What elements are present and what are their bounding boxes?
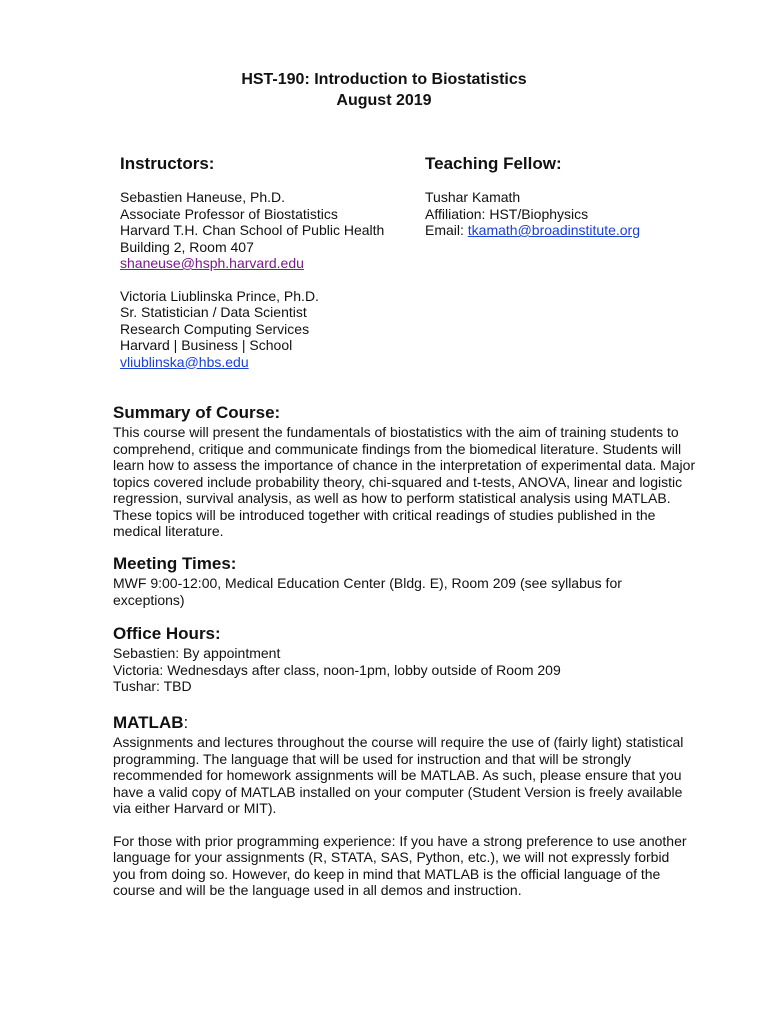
instructors-block — [120, 154, 410, 370]
summary-line: regression, survival analysis, as well as how to perform statistical analysis using MATLAB. — [113, 490, 671, 506]
instructor-2-department: Research Computing Services — [120, 320, 310, 337]
meeting-line: MWF 9:00-12:00, Medical Education Center (Bldg. E), Room 209 (see syllabus for — [113, 575, 622, 591]
matlab-line: have a valid copy of MATLAB installed on your computer (Student Version is freely available — [113, 783, 683, 800]
office-hours-line: Victoria: Wednesdays after class, noon-1pm, lobby outside of Room 209 — [113, 661, 561, 678]
instructor-1 — [120, 189, 410, 272]
meeting-line: exceptions) — [113, 591, 185, 608]
teaching-fellow-heading: Teaching Fellow: — [425, 154, 562, 173]
instructor-1-school: Harvard T.H. Chan School of Public Health — [120, 222, 385, 238]
summary-heading: Summary of Course: — [113, 403, 281, 422]
instructor-1-room: Building 2, Room 407 — [120, 238, 254, 255]
instructor-2 — [120, 288, 410, 371]
instructor-1-title: Associate Professor of Biostatistics — [120, 205, 338, 222]
matlab-line: you from doing so. However, do keep in mind that MATLAB is the official language of the — [113, 865, 661, 882]
matlab-line: via either Harvard or MIT). — [113, 800, 277, 816]
teaching-fellow-block — [425, 154, 725, 239]
office-hours-paragraph — [113, 645, 713, 695]
matlab-heading-text: MATLAB — [113, 713, 184, 732]
matlab-line: language for your assignments (R, STATA, SAS, Python, etc.), we will not expressly forbid — [113, 849, 670, 865]
instructor-2-title: Sr. Statistician / Data Scientist — [120, 304, 307, 320]
teaching-fellow-name: Tushar Kamath — [425, 189, 521, 205]
meeting-heading: Meeting Times: — [113, 554, 237, 573]
matlab-line: For those with prior programming experience: If you have a strong preference to use another — [113, 832, 687, 849]
summary-line: topics covered include probability theory, chi-squared and t-tests, ANOVA, linear and logistic — [113, 473, 683, 490]
teaching-fellow-email-link[interactable]: tkamath@broadinstitute.org — [467, 222, 640, 238]
summary-line: These topics will be introduced together with critical readings of studies published in the — [113, 506, 656, 523]
matlab-heading — [113, 713, 713, 733]
instructor-2-school: Harvard | Business | School — [120, 337, 293, 353]
summary-line: medical literature. — [113, 523, 224, 539]
summary-line: learn how to assess the importance of chance in the interpretation of experimental data. Major — [113, 457, 696, 473]
summary-line: This course will present the fundamentals of biostatistics with the aim of training students to — [113, 424, 679, 440]
meeting-paragraph — [113, 575, 713, 608]
matlab-line: recommended for homework assignments will be MATLAB. As such, please ensure that you — [113, 767, 682, 783]
course-title: HST-190: Introduction to Biostatistics — [241, 71, 527, 88]
matlab-line: programming. The language that will be used for instruction and that will be strongly — [113, 750, 632, 767]
matlab-paragraph-2 — [113, 833, 713, 899]
matlab-paragraph-1 — [113, 734, 713, 817]
instructor-1-name: Sebastien Haneuse, Ph.D. — [120, 189, 285, 205]
teaching-fellow-affiliation: Affiliation: HST/Biophysics — [425, 205, 589, 222]
course-date: August 2019 — [336, 92, 432, 109]
matlab-line: Assignments and lectures throughout the course will require the use of (fairly light) statistical — [113, 734, 684, 750]
office-hours-line: Sebastien: By appointment — [113, 645, 281, 661]
matlab-section — [113, 713, 713, 899]
email-label: Email: — [425, 222, 468, 238]
meeting-section — [113, 554, 713, 608]
matlab-heading-colon: : — [183, 713, 189, 732]
summary-line: comprehend, critique and communicate findings from the biomedical literature. Students will — [113, 440, 682, 457]
teaching-fellow-email-line — [425, 222, 725, 239]
instructor-2-name: Victoria Liublinska Prince, Ph.D. — [120, 287, 319, 304]
instructor-2-email-link[interactable]: vliublinska@hbs.edu — [120, 353, 249, 370]
office-hours-section — [113, 624, 713, 695]
summary-section — [113, 403, 713, 540]
office-hours-heading: Office Hours: — [113, 624, 221, 643]
instructor-1-email-link[interactable]: shaneuse@hsph.harvard.edu — [120, 255, 304, 271]
matlab-line: course and will be the language used in all demos and instruction. — [113, 882, 522, 898]
office-hours-line: Tushar: TBD — [113, 678, 192, 694]
instructors-heading: Instructors: — [120, 154, 215, 173]
document-title — [0, 69, 768, 111]
summary-paragraph — [113, 424, 713, 540]
